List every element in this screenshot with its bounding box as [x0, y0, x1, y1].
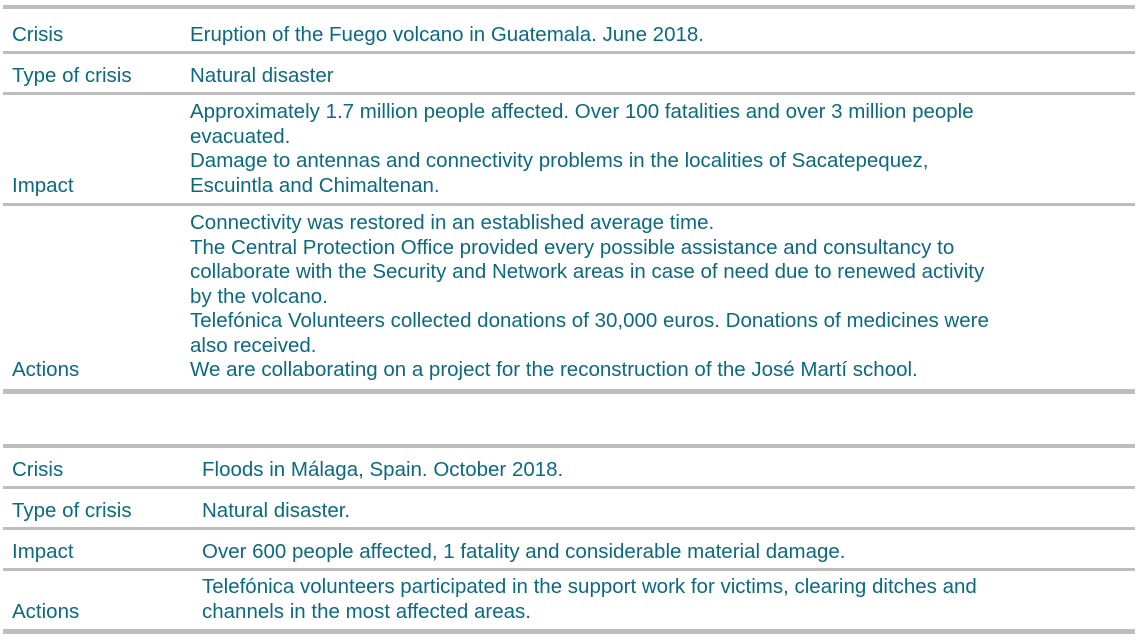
- value-line: Telefónica volunteers participated in the support work for victims, clearing ditches and: [202, 575, 977, 598]
- value-line: Escuintla and Chimaltenan.: [190, 173, 440, 197]
- table-row-actions: [3, 570, 1135, 632]
- row-label: Crisis: [3, 446, 202, 488]
- table-row-crisis: [3, 446, 1135, 488]
- row-label: Crisis: [3, 7, 190, 53]
- table-row-impact: [3, 529, 1135, 570]
- row-label: Actions: [3, 570, 202, 632]
- row-label: Type of crisis: [3, 53, 190, 94]
- row-label: Actions: [3, 205, 190, 392]
- value-line: by the volcano.: [190, 284, 328, 308]
- value-line: Eruption of the Fuego volcano in Guatemala. June 2018.: [190, 22, 704, 46]
- crisis-table-malaga-floods: [3, 444, 1135, 634]
- crisis-table-fuego-volcano: [3, 5, 1135, 394]
- value-line: collaborate with the Security and Network areas in case of need due to renewed activity: [190, 260, 985, 283]
- value-line: Connectivity was restored in an established average time.: [190, 211, 715, 234]
- table-row-type-of-crisis: [3, 53, 1135, 94]
- value-line: We are collaborating on a project for the reconstruction of the José Martí school.: [190, 358, 918, 381]
- row-label: Impact: [3, 94, 190, 205]
- row-value: [202, 529, 1135, 570]
- value-line: evacuated.: [190, 124, 291, 148]
- row-value: [190, 94, 1135, 205]
- value-line: Natural disaster: [190, 63, 334, 87]
- table-row-impact: [3, 94, 1135, 205]
- value-line: Approximately 1.7 million people affected. Over 100 fatalities and over 3 million people: [190, 100, 974, 123]
- value-line: Damage to antennas and connectivity problems in the localities of Sacatepequez,: [190, 149, 929, 172]
- value-line: Floods in Málaga, Spain. October 2018.: [202, 457, 564, 481]
- row-label: Impact: [3, 529, 202, 570]
- table-row-actions: [3, 205, 1135, 392]
- table-row-type-of-crisis: [3, 488, 1135, 529]
- row-value: [202, 570, 1135, 632]
- row-value: [190, 205, 1135, 392]
- row-value: [202, 446, 1135, 488]
- row-value: [202, 488, 1135, 529]
- table-row-crisis: [3, 7, 1135, 53]
- row-value: [190, 53, 1135, 94]
- value-line: The Central Protection Office provided every possible assistance and consultancy to: [190, 235, 955, 259]
- value-line: also received.: [190, 333, 317, 357]
- row-label: Type of crisis: [3, 488, 202, 529]
- value-line: Natural disaster.: [202, 498, 351, 522]
- value-line: channels in the most affected areas.: [202, 599, 531, 623]
- value-line: Telefónica Volunteers collected donations of 30,000 euros. Donations of medicines were: [190, 309, 989, 332]
- value-line: Over 600 people affected, 1 fatality and considerable material damage.: [202, 539, 846, 563]
- row-value: [190, 7, 1135, 53]
